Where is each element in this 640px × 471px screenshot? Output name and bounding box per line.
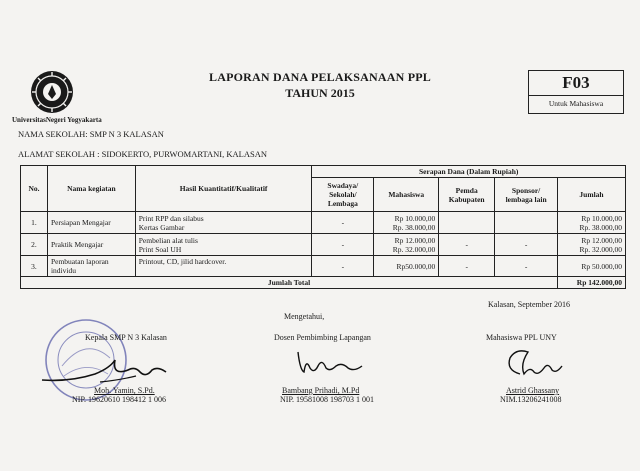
form-note: Untuk Mahasiswa bbox=[548, 99, 604, 108]
report-title: LAPORAN DANA PELAKSANAAN PPL bbox=[209, 70, 431, 84]
student-name: Astrid Ghassany bbox=[506, 386, 560, 395]
fund-table bbox=[20, 165, 626, 289]
row-no: 1. bbox=[21, 212, 48, 234]
student-signature bbox=[500, 344, 570, 382]
row-activity: Persiapan Mengajar bbox=[47, 212, 135, 234]
row-swadaya: - bbox=[312, 212, 374, 234]
supervisor-name: Bambang Prihadi, M.Pd bbox=[282, 386, 360, 395]
header-total: Jumlah bbox=[558, 178, 626, 212]
header-no: No. bbox=[21, 166, 48, 212]
row-pemda: - bbox=[439, 256, 495, 277]
school-name: NAMA SEKOLAH: SMP N 3 KALASAN bbox=[18, 129, 164, 139]
row-mahasiswa: Rp 10.000,00 Rp. 38.000,00 bbox=[374, 212, 439, 234]
total-value: Rp 142.000,00 bbox=[558, 277, 626, 289]
row-total: Rp 10.000,00 Rp. 38.000,00 bbox=[558, 212, 626, 234]
row-activity: Praktik Mengajar bbox=[47, 234, 135, 256]
row-mahasiswa: Rp50.000,00 bbox=[374, 256, 439, 277]
row-total: Rp 12.000,00 Rp. 32.000,00 bbox=[558, 234, 626, 256]
student-id: NIM.13206241008 bbox=[500, 395, 562, 404]
header-mahasiswa: Mahasiswa bbox=[374, 178, 439, 212]
row-sponsor bbox=[495, 212, 558, 234]
row-results: Pembelian alat tulis Print Soal UH bbox=[135, 234, 312, 256]
row-swadaya: - bbox=[312, 234, 374, 256]
acknowledged-label: Mengetahui, bbox=[284, 312, 325, 321]
row-no: 2. bbox=[21, 234, 48, 256]
row-results: Printout, CD, jilid hardcover. bbox=[135, 256, 312, 277]
table-row bbox=[21, 256, 626, 277]
table-row bbox=[21, 234, 626, 256]
principal-role: Kepala SMP N 3 Kalasan bbox=[85, 333, 167, 342]
form-code: F03 bbox=[562, 73, 590, 92]
supervisor-signature bbox=[292, 344, 372, 378]
header-swadaya: Swadaya/ Sekolah/ Lembaga bbox=[312, 178, 374, 212]
header-activity: Nama kegiatan bbox=[47, 166, 135, 212]
total-label: Jumlah Total bbox=[21, 277, 558, 289]
row-total: Rp 50.000,00 bbox=[558, 256, 626, 277]
supervisor-id: NIP. 19581008 198703 1 001 bbox=[280, 395, 375, 404]
university-name: UniversitasNegeri Yogyakarta bbox=[12, 116, 102, 124]
row-pemda: - bbox=[439, 234, 495, 256]
row-activity: Pembuatan laporan individu bbox=[47, 256, 135, 277]
header-sponsor: Sponsor/ lembaga lain bbox=[495, 178, 558, 212]
row-no: 3. bbox=[21, 256, 48, 277]
place-date: Kalasan, September 2016 bbox=[488, 300, 570, 309]
row-swadaya: - bbox=[312, 256, 374, 277]
row-sponsor: - bbox=[495, 256, 558, 277]
report-year: TAHUN 2015 bbox=[285, 86, 355, 100]
row-results: Print RPP dan silabus Kertas Gambar bbox=[135, 212, 312, 234]
principal-name: Moh. Yamin, S.Pd. bbox=[94, 386, 155, 395]
total-row bbox=[21, 277, 626, 289]
row-mahasiswa: Rp 12.000,00 Rp. 32.000,00 bbox=[374, 234, 439, 256]
student-role: Mahasiswa PPL UNY bbox=[486, 333, 557, 342]
table-row bbox=[21, 212, 626, 234]
principal-id: NIP. 19620610 198412 1 006 bbox=[72, 395, 167, 404]
form-code-box bbox=[528, 70, 624, 114]
header-pemda: Pemda Kabupaten bbox=[439, 178, 495, 212]
row-sponsor: - bbox=[495, 234, 558, 256]
supervisor-role: Dosen Pembimbing Lapangan bbox=[274, 333, 371, 342]
header-result: Hasil Kuantitatif/Kualitatif bbox=[135, 166, 312, 212]
header-fund-group: Serapan Dana (Dalam Rupiah) bbox=[312, 166, 626, 178]
row-pemda bbox=[439, 212, 495, 234]
school-address: ALAMAT SEKOLAH : SIDOKERTO, PURWOMARTANI, KALASAN bbox=[18, 149, 267, 159]
